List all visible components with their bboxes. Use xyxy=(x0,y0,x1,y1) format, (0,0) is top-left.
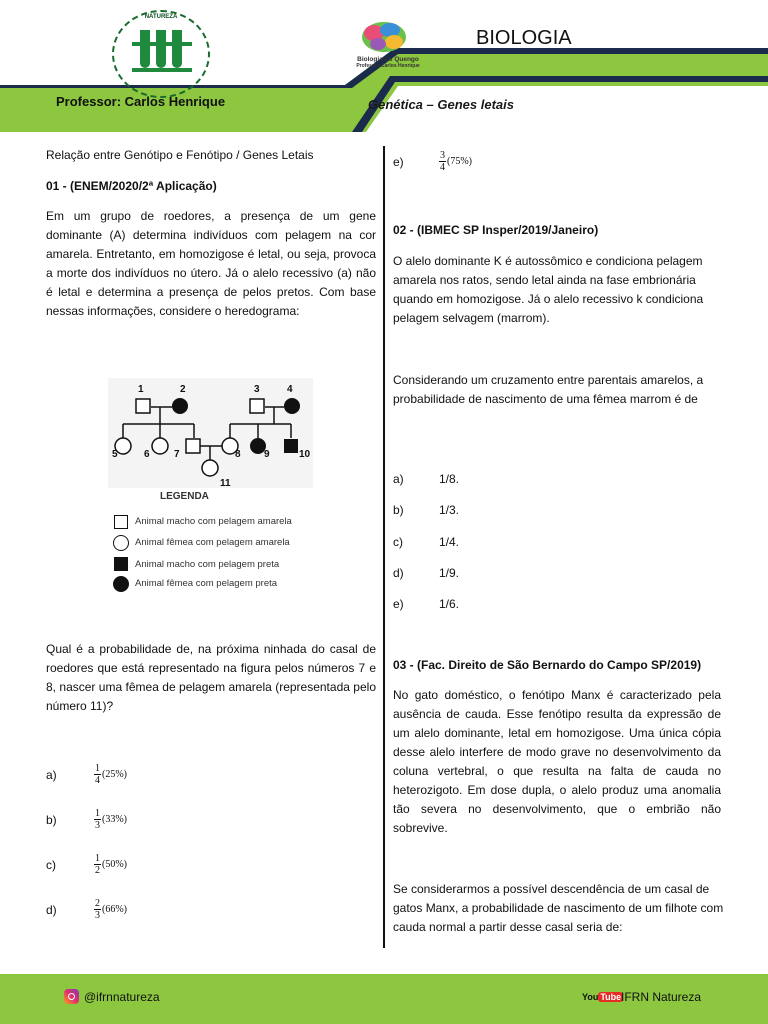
youtube-tube: Tube xyxy=(600,992,622,1002)
option-letter: b) xyxy=(46,812,57,827)
rack-bottom xyxy=(132,68,192,72)
pedigree-label-7: 7 xyxy=(174,449,180,460)
instagram-handle[interactable]: @ifrnnatureza xyxy=(84,990,160,1004)
option-letter: d) xyxy=(393,566,404,580)
fraction-den: 3 xyxy=(95,820,100,831)
q2-option-b[interactable] xyxy=(393,501,459,520)
legend-item-2: Animal fêmea com pelagem amarela xyxy=(135,537,290,548)
legend-title: LEGENDA xyxy=(160,491,209,502)
pedigree-label-6: 6 xyxy=(144,449,150,460)
question-2-prompt: Considerando um cruzamento entre parentais amarelos, a probabilidade de nascimento de uma fêmea marrom é de xyxy=(393,373,704,406)
q1-option-d[interactable] xyxy=(46,898,127,921)
question-1-text: Em um grupo de roedores, a presença de um gene dominante (A) determina indivíduos com pelagem na cor amarela. Entretanto, em homozigose é letal, ou seja, provoca a morte dos indivíduos no útero. Já o alelo recessivo (a) não é letal e determina a presença de pelos pretos. Com base nessas informações, considere o heredograma: xyxy=(46,209,376,318)
fraction-den: 4 xyxy=(95,775,100,786)
fraction-den: 2 xyxy=(95,865,100,876)
topic-title: Genética – Genes letais xyxy=(368,97,514,112)
option-letter: e) xyxy=(393,597,404,611)
legend-item-3: Animal macho com pelagem preta xyxy=(135,559,280,570)
legend-item-4: Animal fêmea com pelagem preta xyxy=(135,578,278,589)
question-3-text: No gato doméstico, o fenótipo Manx é caracterizado pela ausência de cauda. Esse fenótipo resulta da expressão de um alelo dominante, letal em homozigose. Uma única cópia desse alelo interfere de modo grave no desenvolvimento da coluna vertebral, o que resulta na falta de cauda no heterozigoto. Em dose dupla, o alelo produz uma anomalia tão severa no desenvolvimento, que o embrião não sobrevive. xyxy=(393,688,721,835)
option-value: 1/9. xyxy=(439,566,460,580)
individual-7 xyxy=(186,439,200,453)
instagram-icon xyxy=(64,989,79,1004)
fraction xyxy=(439,150,446,173)
q1-option-e[interactable] xyxy=(393,150,472,173)
q1-option-c[interactable] xyxy=(46,853,127,876)
section-title: Relação entre Genótipo e Fenótipo / Genes Letais xyxy=(46,148,314,162)
option-value: 1/8. xyxy=(439,472,460,486)
individual-4 xyxy=(284,398,300,414)
pedigree-label-8: 8 xyxy=(235,449,241,460)
legend-female-yellow-icon xyxy=(113,535,129,551)
option-percent: (25%) xyxy=(102,769,127,780)
youtube-you: You xyxy=(582,992,599,1002)
fraction-num: 1 xyxy=(95,853,100,864)
option-percent: (75%) xyxy=(447,156,472,167)
pedigree-label-9: 9 xyxy=(264,449,270,460)
brand-line1: Biologia no Quengo xyxy=(357,56,419,63)
brain-logo-icon xyxy=(360,20,408,56)
fraction-num: 1 xyxy=(95,763,100,774)
pedigree-label-2: 2 xyxy=(180,384,186,395)
option-letter: c) xyxy=(46,857,56,872)
option-letter: e) xyxy=(393,154,404,169)
option-letter: c) xyxy=(393,535,403,549)
individual-11 xyxy=(202,460,218,476)
subject-title: BIOLOGIA xyxy=(476,27,572,49)
option-letter: a) xyxy=(393,472,404,486)
individual-1 xyxy=(136,399,150,413)
fraction-num: 3 xyxy=(440,150,445,161)
fraction-den: 3 xyxy=(95,910,100,921)
youtube-icon xyxy=(582,990,623,1004)
test-tube xyxy=(156,30,166,68)
option-percent: (66%) xyxy=(102,904,127,915)
individual-3 xyxy=(250,399,264,413)
brand-label xyxy=(348,56,428,69)
option-percent: (50%) xyxy=(102,859,127,870)
question-2-title: 02 - (IBMEC SP Insper/2019/Janeiro) xyxy=(393,223,599,237)
legend-female-black-icon xyxy=(113,576,129,592)
legend-male-yellow-icon xyxy=(114,515,128,529)
pedigree-label-11: 11 xyxy=(220,478,231,489)
q1-option-a[interactable] xyxy=(46,763,127,786)
question-3-prompt: Se considerarmos a possível descendência de um casal de gatos Manx, a probabilidade de nascimento de um filhote com cauda normal a partir desse casal seria de: xyxy=(393,882,724,934)
q2-option-d[interactable] xyxy=(393,564,459,583)
legend-male-black-icon xyxy=(114,557,128,571)
pedigree-chart xyxy=(108,378,320,498)
youtube-channel[interactable]: IFRN Natureza xyxy=(621,990,702,1004)
question-3-title: 03 - (Fac. Direito de São Bernardo do Campo SP/2019) xyxy=(393,658,702,672)
option-letter: a) xyxy=(46,767,57,782)
fraction xyxy=(94,808,101,831)
fraction xyxy=(94,763,101,786)
option-letter: d) xyxy=(46,902,57,917)
question-1-prompt: Qual é a probabilidade de, na próxima ninhada do casal de roedores que está representado na figura pelos números 7 e 8, nascer uma fêmea de pelagem amarela (representada pelo número 11)? xyxy=(46,642,376,713)
individual-2 xyxy=(172,398,188,414)
individual-6 xyxy=(152,438,168,454)
pedigree-label-10: 10 xyxy=(299,449,311,460)
question-2-text: O alelo dominante K é autossômico e condiciona pelagem amarela nos ratos, sendo letal ainda na fase embrionária quando em homozigose. Já o alelo recessivo k condiciona pelagem selvagem (marrom). xyxy=(393,254,704,325)
logo-label: NATUREZA xyxy=(144,14,178,20)
column-divider xyxy=(383,146,385,948)
fraction-num: 2 xyxy=(95,898,100,909)
option-value: 1/6. xyxy=(439,597,460,611)
test-tube xyxy=(140,30,150,68)
q2-option-a[interactable] xyxy=(393,470,459,489)
question-1-title: 01 - (ENEM/2020/2ª Aplicação) xyxy=(46,179,217,193)
q2-option-c[interactable] xyxy=(393,533,459,552)
option-letter: b) xyxy=(393,503,404,517)
professor-name: Professor: Carlos Henrique xyxy=(56,94,226,109)
brand-line2: Professor Carlos Henrique xyxy=(356,63,420,69)
option-percent: (33%) xyxy=(102,814,127,825)
fraction xyxy=(94,853,101,876)
pedigree-label-4: 4 xyxy=(287,384,293,395)
fraction-num: 1 xyxy=(95,808,100,819)
option-value: 1/4. xyxy=(439,535,460,549)
q2-option-e[interactable] xyxy=(393,595,459,614)
school-logo xyxy=(112,10,210,98)
option-value: 1/3. xyxy=(439,503,460,517)
q1-option-b[interactable] xyxy=(46,808,127,831)
pedigree-label-3: 3 xyxy=(254,384,260,395)
fraction xyxy=(94,898,101,921)
fraction-den: 4 xyxy=(440,162,445,173)
individual-10 xyxy=(284,439,298,453)
pedigree-label-5: 5 xyxy=(112,449,118,460)
test-tube xyxy=(172,30,182,68)
legend-item-1: Animal macho com pelagem amarela xyxy=(135,516,292,527)
pedigree-label-1: 1 xyxy=(138,384,144,395)
